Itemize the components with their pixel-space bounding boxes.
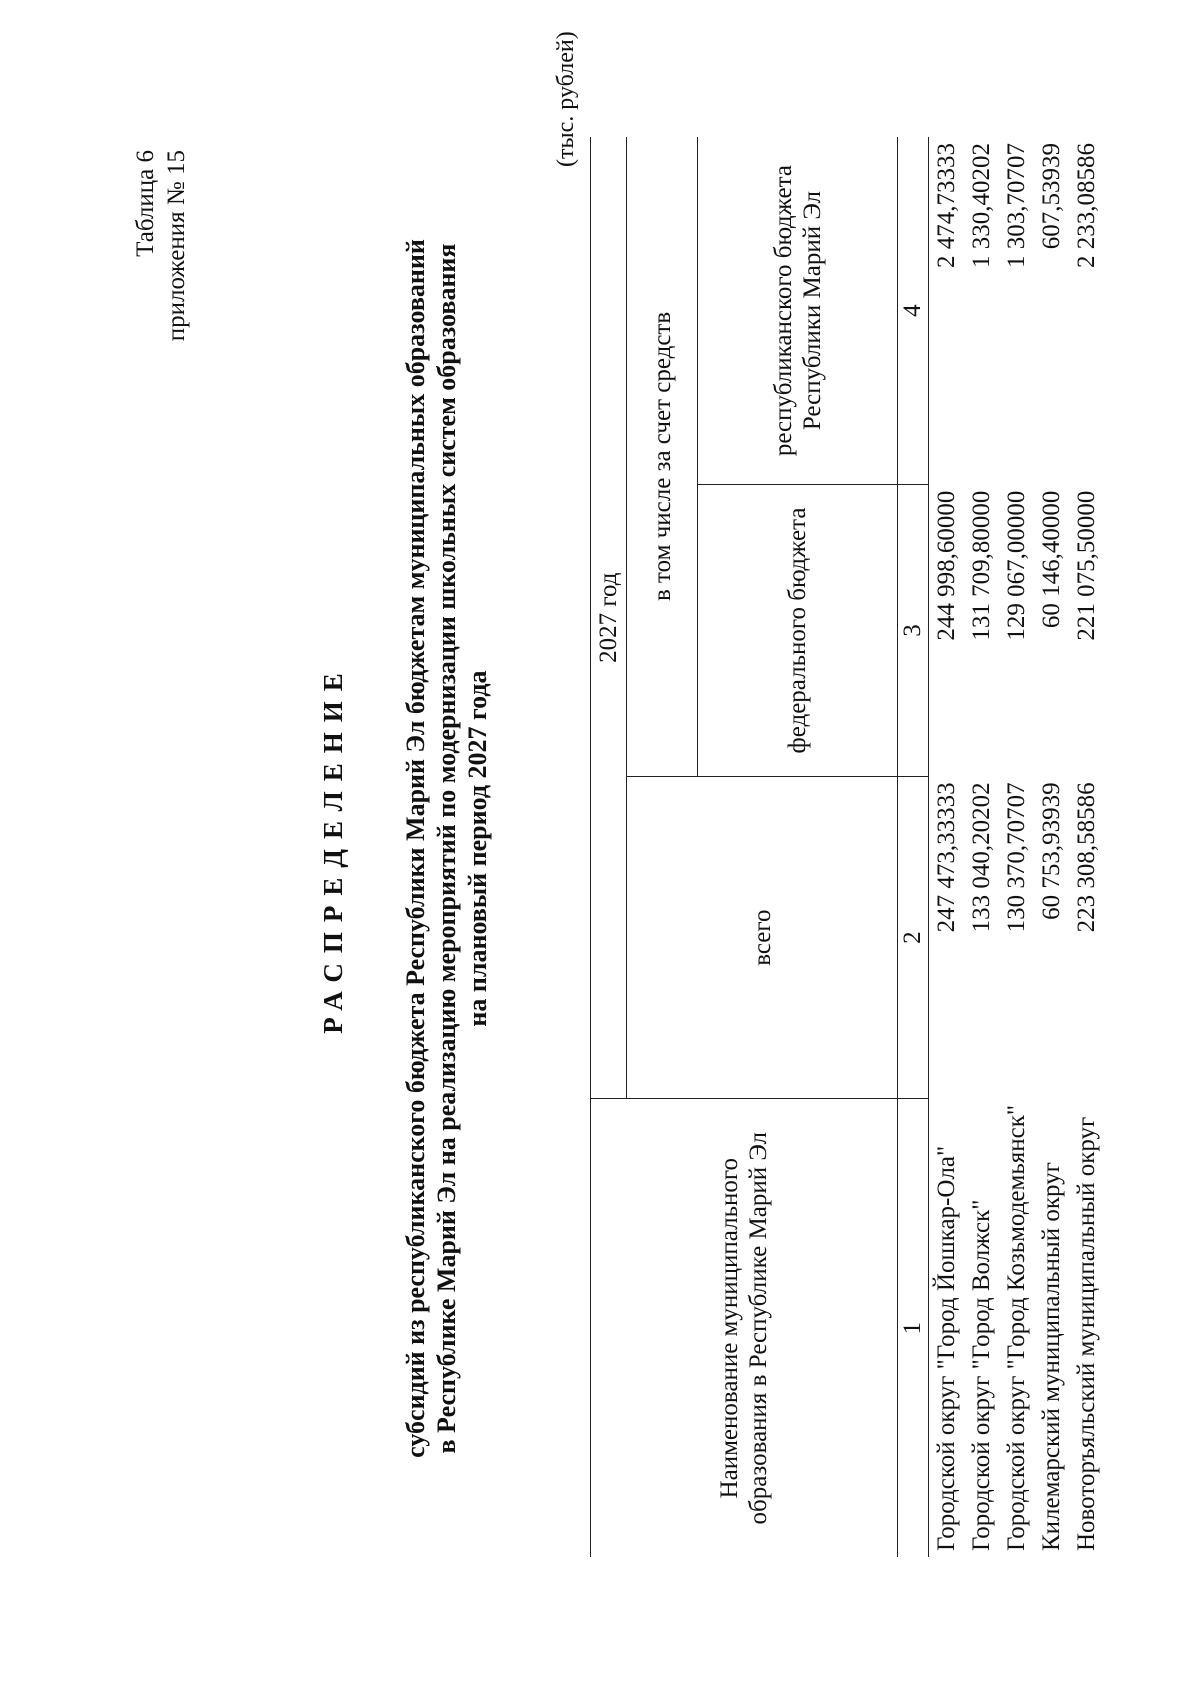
subtitle-line3: на плановый период 2027 года: [463, 670, 492, 1027]
row-total: 223 308,58586: [1073, 782, 1100, 933]
row-name: Городской округ "Город Козьмодемьянск": [1003, 1104, 1030, 1551]
table-reference: [130, 150, 192, 341]
row-federal: 129 067,00000: [1003, 490, 1030, 641]
column-number: 1: [898, 1099, 929, 1557]
row-name: Городской округ "Город Йошкар-Ола": [933, 1145, 960, 1551]
column-number: 4: [898, 137, 929, 485]
row-name: Килемарский муниципальный округ: [1038, 1162, 1065, 1551]
table-row: [999, 137, 1034, 1557]
row-republic: 607,53939: [1038, 143, 1065, 250]
header-total: всего: [627, 776, 898, 1099]
row-name: Городской округ "Город Волжск": [968, 1199, 995, 1551]
table-ref-line1: Таблица 6: [132, 150, 159, 257]
document-subtitle: [400, 0, 493, 1697]
subtitle-line1: субсидий из республиканского бюджета Республики Марий Эл бюджетам муниципальных образований: [401, 239, 430, 1458]
header-republic: республиканского бюджета Республики Марий Эл: [698, 137, 898, 485]
column-number: 2: [898, 776, 929, 1099]
header-federal: федерального бюджета: [698, 485, 898, 777]
document-title: РАСПРЕДЕЛЕНИЕ: [318, 663, 348, 1034]
row-federal: 131 709,80000: [968, 490, 995, 641]
distribution-table: [590, 137, 1104, 1557]
table-row: [964, 137, 999, 1557]
table-row: [1069, 137, 1104, 1557]
row-total: 130 370,70707: [1003, 782, 1030, 933]
header-name-column: Наименование муниципального образования в Республике Марий Эл: [591, 1099, 898, 1557]
row-total: 60 753,93939: [1038, 782, 1065, 920]
row-republic: 1 330,40202: [968, 143, 995, 268]
row-federal: 60 146,40000: [1038, 490, 1065, 629]
row-republic: 1 303,70707: [1003, 143, 1030, 268]
row-federal: 221 075,50000: [1073, 490, 1100, 641]
units-label: (тыс. рублей): [553, 31, 579, 167]
row-federal: 244 998,60000: [933, 490, 960, 641]
table-ref-line2: приложения № 15: [163, 150, 190, 342]
table-row: [1034, 137, 1069, 1557]
row-total: 247 473,33333: [933, 782, 960, 933]
row-republic: 2 233,08586: [1073, 143, 1100, 268]
row-republic: 2 474,73333: [933, 143, 960, 268]
table-row: [929, 137, 965, 1557]
row-total: 133 040,20202: [968, 782, 995, 933]
header-including: в том числе за счет средств: [627, 137, 698, 776]
subtitle-line2: в Республике Марий Эл на реализацию мероприятий по модернизации школьных систем образования: [432, 243, 461, 1454]
row-name: Новоторъяльский муниципальный округ: [1073, 1116, 1100, 1551]
column-number: 3: [898, 485, 929, 777]
header-year: 2027 год: [591, 137, 627, 1099]
